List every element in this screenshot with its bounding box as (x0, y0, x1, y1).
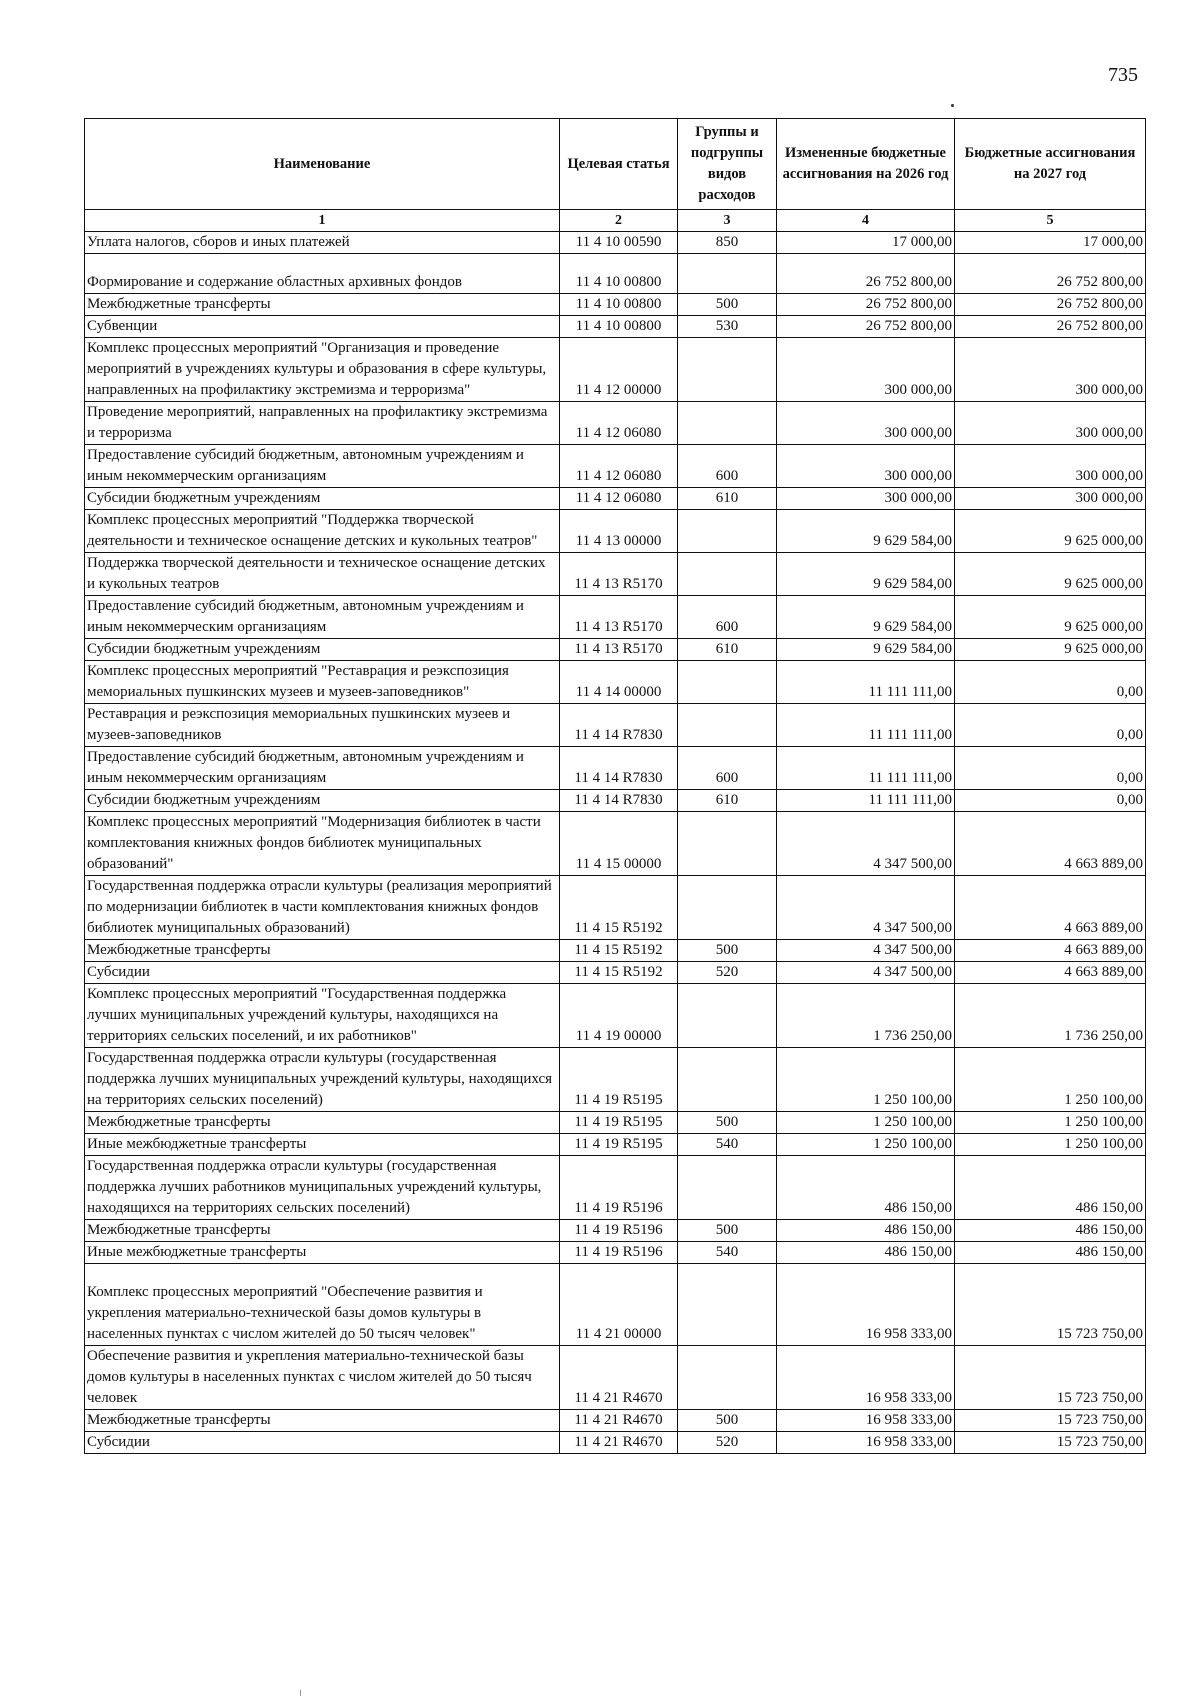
row-amount-2026: 17 000,00 (777, 232, 955, 254)
row-name: Комплекс процессных мероприятий "Организация и проведение мероприятий в учреждениях культуры и образования в сфере культуры, направленных на профилактику экстремизма и терроризма" (85, 338, 560, 402)
row-amount-2026: 486 150,00 (777, 1220, 955, 1242)
row-expense-group: 600 (678, 445, 777, 488)
header-amount-2026: Измененные бюджетные ассигнования на 2026 год (777, 119, 955, 210)
row-expense-group: 540 (678, 1134, 777, 1156)
row-expense-group: 610 (678, 639, 777, 661)
table-row (85, 1134, 1146, 1156)
row-name: Субсидии бюджетным учреждениям (85, 639, 560, 661)
table-row (85, 338, 1146, 402)
table-row (85, 661, 1146, 704)
row-expense-group: 530 (678, 316, 777, 338)
table-row (85, 639, 1146, 661)
row-amount-2027: 4 663 889,00 (955, 962, 1146, 984)
row-target-article: 11 4 10 00800 (560, 316, 678, 338)
table-row (85, 940, 1146, 962)
row-amount-2027: 300 000,00 (955, 488, 1146, 510)
table-row (85, 1220, 1146, 1242)
table-row (85, 812, 1146, 876)
row-target-article: 11 4 19 00000 (560, 984, 678, 1048)
row-expense-group: 500 (678, 294, 777, 316)
row-amount-2027: 0,00 (955, 790, 1146, 812)
row-target-article: 11 4 10 00800 (560, 294, 678, 316)
row-expense-group (678, 254, 777, 294)
row-amount-2026: 11 111 111,00 (777, 747, 955, 790)
table-row (85, 510, 1146, 553)
row-amount-2027: 1 250 100,00 (955, 1112, 1146, 1134)
row-amount-2027: 26 752 800,00 (955, 254, 1146, 294)
row-amount-2026: 26 752 800,00 (777, 316, 955, 338)
row-amount-2027: 15 723 750,00 (955, 1432, 1146, 1454)
row-target-article: 11 4 19 R5196 (560, 1220, 678, 1242)
row-expense-group (678, 1264, 777, 1346)
row-amount-2027: 9 625 000,00 (955, 639, 1146, 661)
table-row (85, 445, 1146, 488)
row-amount-2027: 1 736 250,00 (955, 984, 1146, 1048)
header-row (85, 119, 1146, 210)
row-name: Комплекс процессных мероприятий "Модернизация библиотек в части комплектования книжных фондов библиотек муниципальных образований" (85, 812, 560, 876)
row-target-article: 11 4 15 R5192 (560, 962, 678, 984)
row-amount-2026: 16 958 333,00 (777, 1432, 955, 1454)
table-row (85, 1156, 1146, 1220)
row-amount-2027: 4 663 889,00 (955, 812, 1146, 876)
row-amount-2027: 15 723 750,00 (955, 1264, 1146, 1346)
row-expense-group: 500 (678, 940, 777, 962)
row-amount-2026: 1 250 100,00 (777, 1112, 955, 1134)
row-name: Межбюджетные трансферты (85, 294, 560, 316)
row-expense-group: 500 (678, 1112, 777, 1134)
row-target-article: 11 4 12 06080 (560, 445, 678, 488)
row-target-article: 11 4 19 R5195 (560, 1112, 678, 1134)
row-name: Предоставление субсидий бюджетным, автономным учреждениям и иным некоммерческим организациям (85, 445, 560, 488)
row-name: Субсидии бюджетным учреждениям (85, 488, 560, 510)
row-amount-2027: 300 000,00 (955, 445, 1146, 488)
row-amount-2026: 486 150,00 (777, 1242, 955, 1264)
table-row (85, 876, 1146, 940)
table-row (85, 316, 1146, 338)
row-target-article: 11 4 19 R5196 (560, 1242, 678, 1264)
row-name: Формирование и содержание областных архивных фондов (85, 254, 560, 294)
row-name: Реставрация и реэкспозиция мемориальных пушкинских музеев и музеев-заповедников (85, 704, 560, 747)
row-expense-group: 520 (678, 962, 777, 984)
row-amount-2027: 9 625 000,00 (955, 510, 1146, 553)
table-body (85, 232, 1146, 1454)
row-name: Поддержка творческой деятельности и техническое оснащение детских и кукольных театров (85, 553, 560, 596)
row-expense-group (678, 876, 777, 940)
row-expense-group (678, 812, 777, 876)
row-amount-2027: 0,00 (955, 661, 1146, 704)
row-amount-2026: 4 347 500,00 (777, 940, 955, 962)
column-number: 5 (955, 210, 1146, 232)
row-target-article: 11 4 21 R4670 (560, 1346, 678, 1410)
row-name: Обеспечение развития и укрепления материально-технической базы домов культуры в населенных пунктах с числом жителей до 50 тысяч человек (85, 1346, 560, 1410)
row-expense-group: 610 (678, 790, 777, 812)
column-number: 3 (678, 210, 777, 232)
row-amount-2027: 1 250 100,00 (955, 1048, 1146, 1112)
row-amount-2027: 4 663 889,00 (955, 940, 1146, 962)
row-name: Государственная поддержка отрасли культуры (государственная поддержка лучших работников муниципальных учреждений культуры, находящихся на территориях сельских поселений) (85, 1156, 560, 1220)
scan-speck (951, 104, 954, 107)
row-amount-2026: 26 752 800,00 (777, 294, 955, 316)
row-expense-group (678, 1048, 777, 1112)
row-name: Межбюджетные трансферты (85, 1112, 560, 1134)
row-target-article: 11 4 19 R5195 (560, 1048, 678, 1112)
row-target-article: 11 4 14 R7830 (560, 747, 678, 790)
row-amount-2027: 0,00 (955, 704, 1146, 747)
row-name: Государственная поддержка отрасли культуры (реализация мероприятий по модернизации библиотек в части комплектования книжных фондов библиотек муниципальных образований) (85, 876, 560, 940)
row-name: Комплекс процессных мероприятий "Государственная поддержка лучших муниципальных учреждений культуры, находящихся на территориях сельских поселений, и их работников" (85, 984, 560, 1048)
row-target-article: 11 4 12 06080 (560, 402, 678, 445)
row-amount-2026: 9 629 584,00 (777, 510, 955, 553)
row-amount-2027: 15 723 750,00 (955, 1346, 1146, 1410)
row-amount-2026: 300 000,00 (777, 445, 955, 488)
row-amount-2026: 9 629 584,00 (777, 639, 955, 661)
row-name: Уплата налогов, сборов и иных платежей (85, 232, 560, 254)
row-amount-2026: 4 347 500,00 (777, 812, 955, 876)
row-expense-group (678, 661, 777, 704)
row-amount-2027: 486 150,00 (955, 1220, 1146, 1242)
row-target-article: 11 4 14 00000 (560, 661, 678, 704)
row-target-article: 11 4 14 R7830 (560, 704, 678, 747)
row-expense-group (678, 1156, 777, 1220)
row-target-article: 11 4 15 00000 (560, 812, 678, 876)
row-target-article: 11 4 21 R4670 (560, 1432, 678, 1454)
row-amount-2026: 4 347 500,00 (777, 962, 955, 984)
row-name: Субсидии (85, 1432, 560, 1454)
row-amount-2027: 300 000,00 (955, 402, 1146, 445)
row-name: Межбюджетные трансферты (85, 1220, 560, 1242)
scan-mark (300, 1690, 301, 1696)
row-expense-group (678, 402, 777, 445)
table-row (85, 488, 1146, 510)
page-number: 735 (1108, 64, 1138, 86)
row-amount-2026: 16 958 333,00 (777, 1264, 955, 1346)
row-expense-group (678, 338, 777, 402)
row-amount-2027: 26 752 800,00 (955, 316, 1146, 338)
row-amount-2026: 26 752 800,00 (777, 254, 955, 294)
row-amount-2026: 1 250 100,00 (777, 1134, 955, 1156)
row-amount-2026: 486 150,00 (777, 1156, 955, 1220)
row-expense-group (678, 553, 777, 596)
row-target-article: 11 4 13 R5170 (560, 596, 678, 639)
row-target-article: 11 4 19 R5195 (560, 1134, 678, 1156)
table-row (85, 790, 1146, 812)
table-row (85, 1432, 1146, 1454)
row-name: Предоставление субсидий бюджетным, автономным учреждениям и иным некоммерческим организациям (85, 747, 560, 790)
row-target-article: 11 4 15 R5192 (560, 940, 678, 962)
column-number: 4 (777, 210, 955, 232)
table-row (85, 1242, 1146, 1264)
table-row (85, 254, 1146, 294)
row-expense-group: 540 (678, 1242, 777, 1264)
row-name: Предоставление субсидий бюджетным, автономным учреждениям и иным некоммерческим организациям (85, 596, 560, 639)
row-amount-2026: 300 000,00 (777, 338, 955, 402)
row-amount-2027: 17 000,00 (955, 232, 1146, 254)
row-target-article: 11 4 10 00590 (560, 232, 678, 254)
row-name: Проведение мероприятий, направленных на профилактику экстремизма и терроризма (85, 402, 560, 445)
header-name: Наименование (85, 119, 560, 210)
row-amount-2026: 16 958 333,00 (777, 1410, 955, 1432)
row-name: Субвенции (85, 316, 560, 338)
budget-table (84, 118, 1146, 1454)
row-target-article: 11 4 13 R5170 (560, 553, 678, 596)
column-number: 1 (85, 210, 560, 232)
row-name: Межбюджетные трансферты (85, 940, 560, 962)
row-target-article: 11 4 21 R4670 (560, 1410, 678, 1432)
table-row (85, 1346, 1146, 1410)
row-target-article: 11 4 14 R7830 (560, 790, 678, 812)
row-name: Комплекс процессных мероприятий "Обеспечение развития и укрепления материально-технической базы домов культуры в населенных пунктах с числом жителей до 50 тысяч человек" (85, 1264, 560, 1346)
table-row (85, 962, 1146, 984)
table-row (85, 747, 1146, 790)
row-expense-group (678, 510, 777, 553)
row-amount-2026: 300 000,00 (777, 402, 955, 445)
row-name: Государственная поддержка отрасли культуры (государственная поддержка лучших муниципальных учреждений культуры, находящихся на территориях сельских поселений) (85, 1048, 560, 1112)
row-name: Иные межбюджетные трансферты (85, 1134, 560, 1156)
row-amount-2027: 486 150,00 (955, 1242, 1146, 1264)
row-amount-2027: 300 000,00 (955, 338, 1146, 402)
row-amount-2027: 9 625 000,00 (955, 553, 1146, 596)
row-amount-2026: 11 111 111,00 (777, 704, 955, 747)
row-amount-2027: 0,00 (955, 747, 1146, 790)
row-amount-2026: 9 629 584,00 (777, 596, 955, 639)
row-expense-group (678, 984, 777, 1048)
table-row (85, 1112, 1146, 1134)
table-row (85, 1048, 1146, 1112)
row-amount-2026: 11 111 111,00 (777, 661, 955, 704)
row-amount-2027: 486 150,00 (955, 1156, 1146, 1220)
row-expense-group (678, 1346, 777, 1410)
row-expense-group: 500 (678, 1410, 777, 1432)
row-target-article: 11 4 19 R5196 (560, 1156, 678, 1220)
row-expense-group: 850 (678, 232, 777, 254)
row-amount-2027: 15 723 750,00 (955, 1410, 1146, 1432)
row-expense-group: 610 (678, 488, 777, 510)
row-target-article: 11 4 21 00000 (560, 1264, 678, 1346)
row-amount-2026: 11 111 111,00 (777, 790, 955, 812)
table-row (85, 402, 1146, 445)
table-row (85, 1264, 1146, 1346)
table-row (85, 596, 1146, 639)
row-name: Субсидии (85, 962, 560, 984)
table-row (85, 704, 1146, 747)
row-amount-2027: 26 752 800,00 (955, 294, 1146, 316)
row-expense-group: 600 (678, 596, 777, 639)
table-row (85, 1410, 1146, 1432)
row-name: Межбюджетные трансферты (85, 1410, 560, 1432)
header-amount-2027: Бюджетные ассигнования на 2027 год (955, 119, 1146, 210)
table-row (85, 553, 1146, 596)
row-name: Комплекс процессных мероприятий "Реставрация и реэкспозиция мемориальных пушкинских музеев и музеев-заповедников" (85, 661, 560, 704)
row-amount-2027: 4 663 889,00 (955, 876, 1146, 940)
row-name: Комплекс процессных мероприятий "Поддержка творческой деятельности и техническое оснащение детских и кукольных театров" (85, 510, 560, 553)
table-row (85, 984, 1146, 1048)
row-amount-2027: 9 625 000,00 (955, 596, 1146, 639)
row-amount-2026: 4 347 500,00 (777, 876, 955, 940)
row-amount-2026: 1 736 250,00 (777, 984, 955, 1048)
row-amount-2026: 1 250 100,00 (777, 1048, 955, 1112)
header-code: Целевая статья (560, 119, 678, 210)
row-amount-2026: 16 958 333,00 (777, 1346, 955, 1410)
row-expense-group: 500 (678, 1220, 777, 1242)
row-target-article: 11 4 13 R5170 (560, 639, 678, 661)
row-amount-2027: 1 250 100,00 (955, 1134, 1146, 1156)
row-target-article: 11 4 15 R5192 (560, 876, 678, 940)
row-name: Субсидии бюджетным учреждениям (85, 790, 560, 812)
header-group: Группы и подгруппы видов расходов (678, 119, 777, 210)
row-target-article: 11 4 13 00000 (560, 510, 678, 553)
row-name: Иные межбюджетные трансферты (85, 1242, 560, 1264)
row-target-article: 11 4 10 00800 (560, 254, 678, 294)
column-number: 2 (560, 210, 678, 232)
table-row (85, 294, 1146, 316)
row-expense-group (678, 704, 777, 747)
row-expense-group: 520 (678, 1432, 777, 1454)
row-amount-2026: 9 629 584,00 (777, 553, 955, 596)
column-number-row (85, 210, 1146, 232)
row-expense-group: 600 (678, 747, 777, 790)
row-target-article: 11 4 12 06080 (560, 488, 678, 510)
row-target-article: 11 4 12 00000 (560, 338, 678, 402)
row-amount-2026: 300 000,00 (777, 488, 955, 510)
table-row (85, 232, 1146, 254)
